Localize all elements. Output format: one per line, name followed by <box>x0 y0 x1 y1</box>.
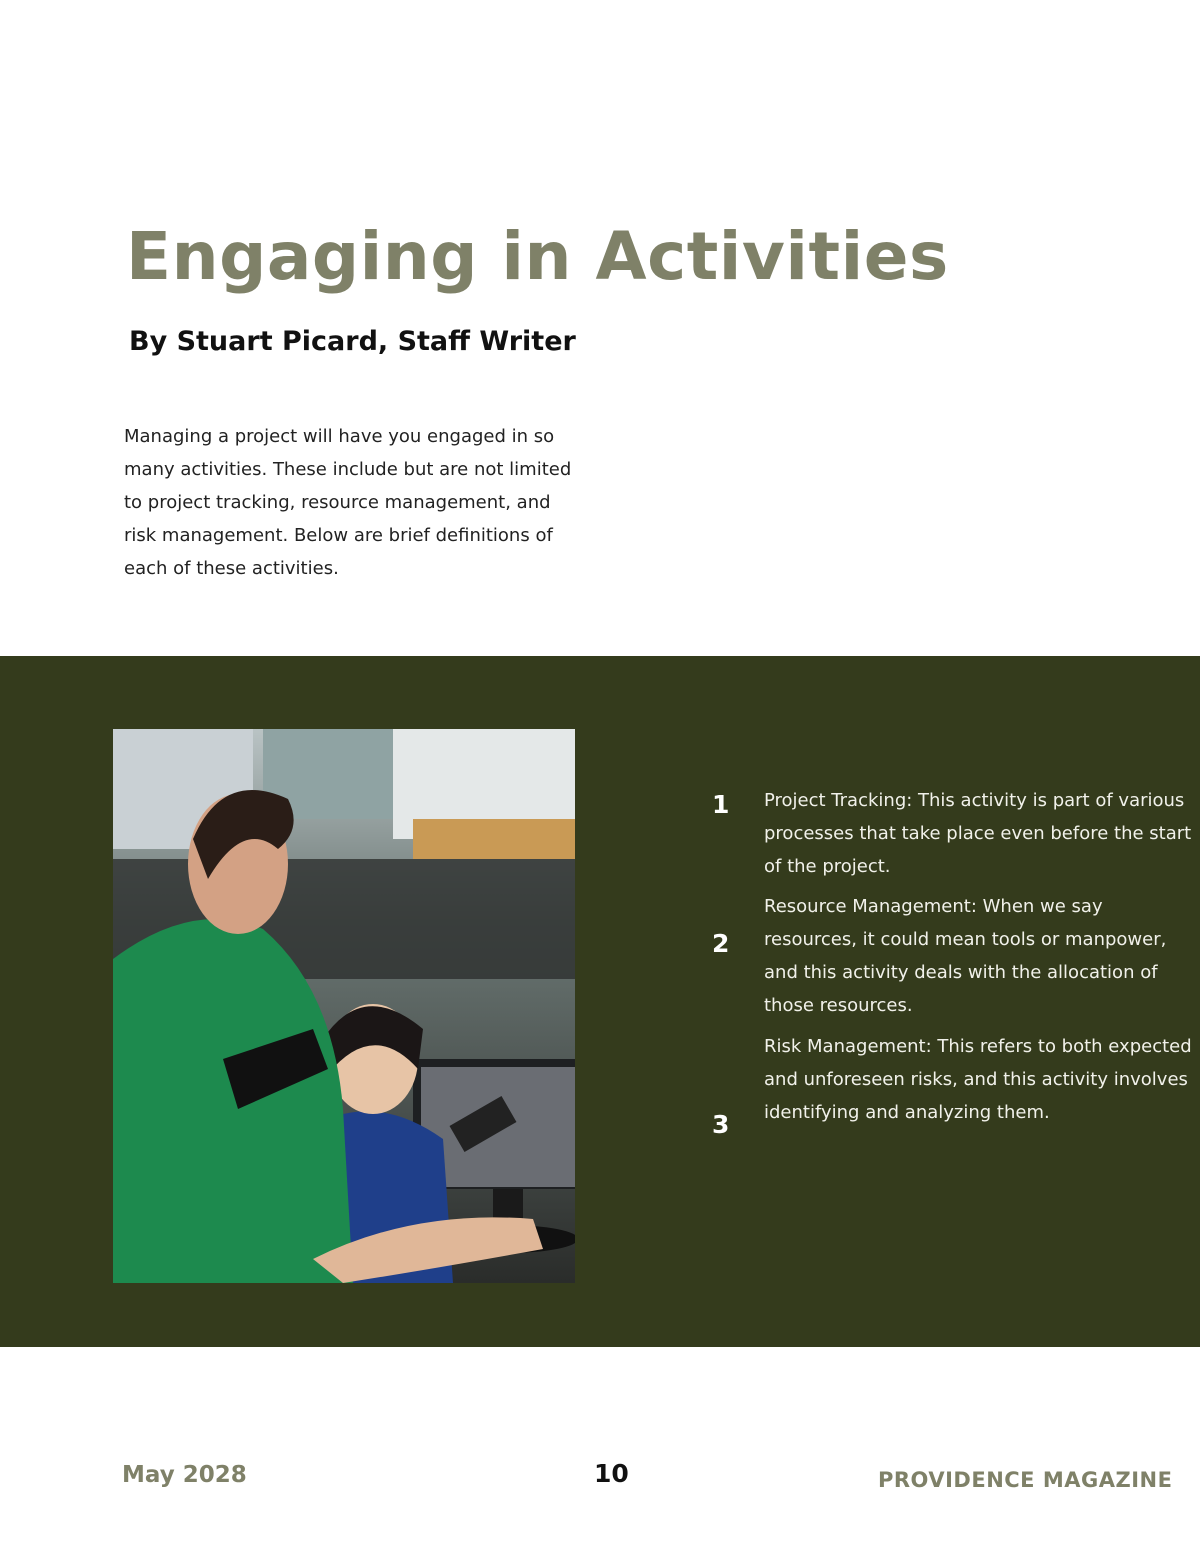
byline: By Stuart Picard, Staff Writer <box>129 326 576 357</box>
page-number: 10 <box>594 1459 629 1488</box>
office-photo <box>113 729 575 1283</box>
magazine-name: PROVIDENCE MAGAZINE <box>878 1468 1173 1492</box>
footer-date: May 2028 <box>122 1462 247 1488</box>
intro-paragraph: Managing a project will have you engaged in so many activities. These include but are not limited to project tracking, resource management, and risk management. Below are brief definitions of each of these activities. <box>124 426 572 579</box>
list-item-text: Risk Management: This refers to both expected and unforeseen risks, and this activity involves identifying and analyzing them. <box>764 1036 1192 1123</box>
list-item-text: Project Tracking: This activity is part of various processes that take place even before the start of the project. <box>764 790 1192 877</box>
list-number: 1 <box>712 790 730 819</box>
page-title: Engaging in Activities <box>126 218 949 295</box>
list-number: 3 <box>712 1110 730 1139</box>
list-item-text: Resource Management: When we say resources, it could mean tools or manpower, and this activity deals with the allocation of those resources. <box>764 896 1167 1016</box>
list-number: 2 <box>712 929 730 958</box>
